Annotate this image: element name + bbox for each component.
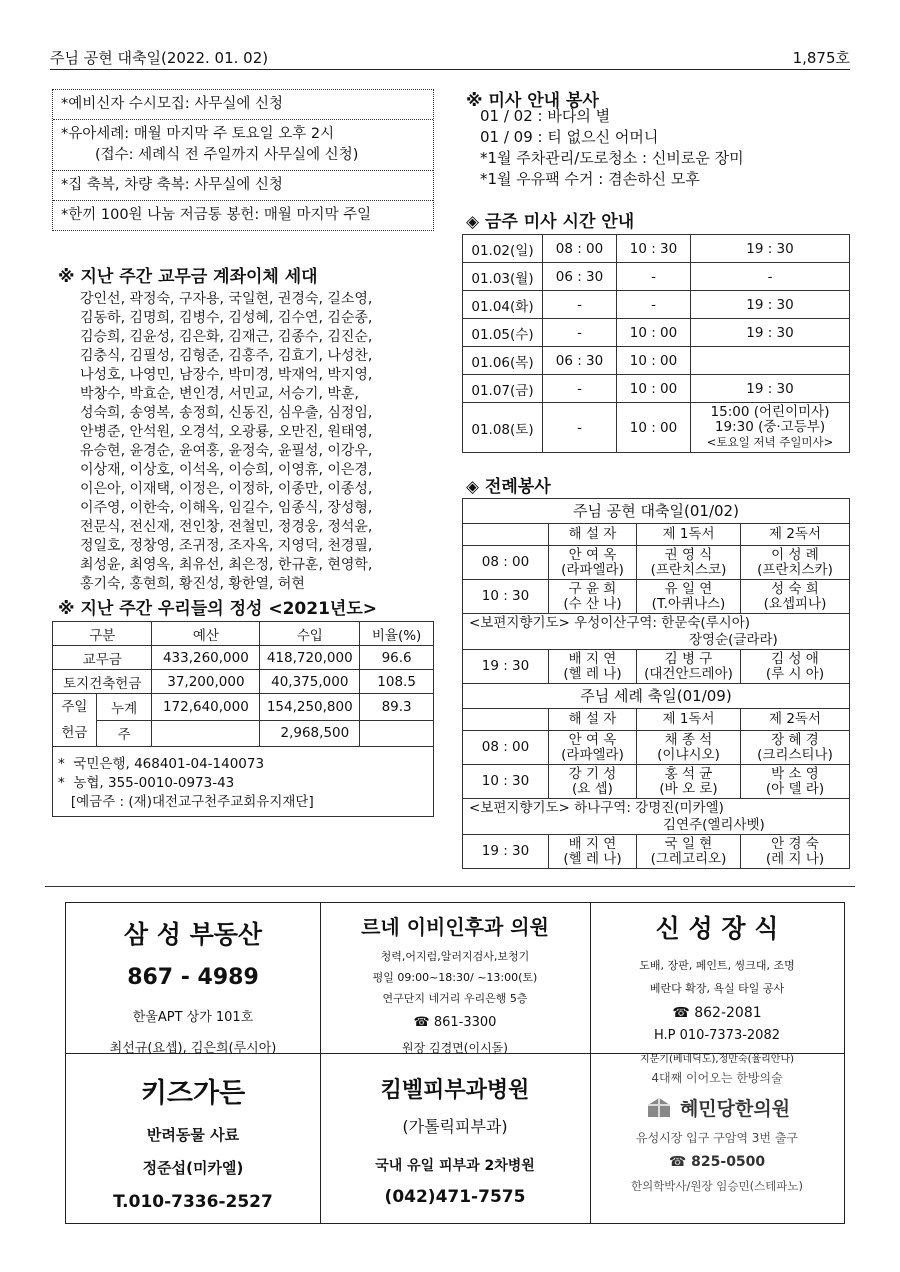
ad-person: 원장 김경면(이시돌) <box>402 1041 508 1055</box>
time-cell: - <box>617 263 691 291</box>
ad-name: 키즈가든 <box>140 1078 246 1109</box>
ad-name: 르네 이비인후과 의원 <box>361 915 549 939</box>
lit-person: 배 지 연 (헬 레 나) <box>549 650 637 684</box>
ad-name: 신 성 장 식 <box>655 914 779 943</box>
lit-time: 19 : 30 <box>463 835 549 869</box>
time-cell <box>691 347 850 375</box>
ad-address: 한울APT 상가 101호 <box>132 1010 254 1025</box>
lit-person: 채 종 석 (이냐시오) <box>637 731 741 765</box>
sat-line: 15:00 (어린이미사) <box>710 404 830 420</box>
ads-box <box>65 902 845 1224</box>
liturgy-table <box>462 498 850 869</box>
time-cell: 01.02(일) <box>463 235 543 263</box>
lit-person: 강 기 성 (요 셉) <box>549 765 637 799</box>
divider <box>45 886 855 887</box>
transfer-title: ※ 지난 주간 교무금 계좌이체 세대 <box>58 267 318 287</box>
lit-person: 김 병 구 (대건안드레아) <box>637 650 741 684</box>
mass-service-info: 01 / 02 : 바다의 별 01 / 09 : 티 없으신 어머니 *1월 주차관리/도로청소 : 신비로운 장미 *1월 우유팩 수거 : 겸손하신 모후 <box>480 107 744 188</box>
mass-service-title: ※ 미사 안내 봉사 <box>466 91 599 111</box>
lit-person: 성 숙 희 (요셉피나) <box>741 580 850 614</box>
ad-person: 한의학박사/원장 임승민(스테파노) <box>630 1179 804 1193</box>
ad-name: 킴벨피부과병원 <box>380 1078 530 1103</box>
ad-phone: ☎ 861-3300 <box>413 1015 497 1030</box>
ad-rene <box>320 911 590 1056</box>
ad-line: 평일 09:00~18:30/ ~13:00(토) <box>372 971 538 984</box>
time-cell: 10 : 00 <box>617 319 691 347</box>
lit-person: 김 성 애 (루 시 아) <box>741 650 850 684</box>
col-header: 제 2독서 <box>741 524 850 546</box>
ad-line: 연구단지 네거리 우리은행 5층 <box>382 992 528 1005</box>
ad-line: 베란다 확장, 욕실 타일 공사 <box>649 982 785 995</box>
ad-phone: T.010-7336-2527 <box>113 1192 273 1212</box>
mass-times-table <box>462 234 850 453</box>
time-cell: 19 : 30 <box>691 291 850 319</box>
lit-person: 권 영 식 (프란치스코) <box>637 546 741 580</box>
finance-header: 비율(%) <box>360 622 434 646</box>
ad-line: 유성시장 입구 구암역 3번 출구 <box>636 1131 798 1145</box>
time-cell: 10 : 00 <box>617 375 691 403</box>
lit-time: 08 : 00 <box>463 546 549 580</box>
notice-item <box>53 120 433 171</box>
time-cell: 01.03(월) <box>463 263 543 291</box>
time-cell: - <box>543 403 617 453</box>
time-cell: 19 : 30 <box>691 235 850 263</box>
finance-cell: 2,968,500 <box>260 720 360 747</box>
time-cell: - <box>543 375 617 403</box>
time-cell: 19 : 30 <box>691 319 850 347</box>
time-cell: 01.06(목) <box>463 347 543 375</box>
finance-cell: 누계 <box>96 694 152 721</box>
ad-phone: ☎ 825-0500 <box>668 1154 766 1170</box>
issue-number: 1,875호 <box>792 49 850 67</box>
lit-person: 안 경 숙 (레 지 나) <box>741 835 850 869</box>
finance-title: ※ 지난 주간 우리들의 정성 <2021년도> <box>58 599 377 619</box>
ad-kimbell <box>320 1073 590 1207</box>
sat-line: 19:30 (중·고등부) <box>714 419 826 435</box>
blank-cell <box>463 524 549 546</box>
ad-mobile: H.P 010-7373-2082 <box>653 1028 780 1043</box>
time-cell: 01.08(토) <box>463 403 543 453</box>
medicine-bundle-icon <box>644 1095 674 1121</box>
col-header: 제 2독서 <box>741 709 850 731</box>
notice-item: *집 축복, 차량 축복: 사무실에 신청 <box>53 171 433 201</box>
ad-people: 최선규(요셉), 김은희(루시아) <box>109 1041 277 1056</box>
ad-line: 청력,어지럼,알러지검사,보청기 <box>380 950 530 963</box>
ad-line: 반려동물 사료 <box>146 1126 240 1144</box>
finance-cell: 418,720,000 <box>260 646 360 670</box>
col-header: 제 1독서 <box>637 524 741 546</box>
lit-person: 국 일 현 (그레고리오) <box>637 835 741 869</box>
time-cell: 10 : 30 <box>617 235 691 263</box>
time-cell: 10 : 00 <box>617 347 691 375</box>
time-cell: 06 : 30 <box>543 347 617 375</box>
notice-box <box>52 89 434 231</box>
saturday-evening-cell <box>691 403 850 453</box>
finance-cell: 토지건축헌금 <box>53 670 152 694</box>
time-cell: - <box>543 291 617 319</box>
time-cell: - <box>691 263 850 291</box>
liturgy-title: ◈ 전례봉사 <box>466 477 551 497</box>
ad-people: 지문기(베네딕도),정만숙(율리안나) <box>639 1054 795 1065</box>
finance-cell: 40,375,000 <box>260 670 360 694</box>
lit-person: 구 윤 희 (수 산 나) <box>549 580 637 614</box>
col-header: 해 설 자 <box>549 524 637 546</box>
time-cell: 01.05(수) <box>463 319 543 347</box>
lit-person: 안 여 옥 (라파엘라) <box>549 546 637 580</box>
ad-line: 정준섭(미카엘) <box>142 1159 244 1177</box>
finance-header: 예산 <box>152 622 260 646</box>
ad-line: (가톨릭피부과) <box>402 1117 508 1136</box>
finance-cell: 96.6 <box>360 646 434 670</box>
lit-time: 10 : 30 <box>463 765 549 799</box>
ad-line: 도배, 장판, 페인트, 씽크대, 조명 <box>639 959 795 972</box>
mass-times-title: ◈ 금주 미사 시간 안내 <box>466 212 635 232</box>
time-cell: 08 : 00 <box>543 235 617 263</box>
lit-person: 장 혜 경 (크리스티나) <box>741 731 850 765</box>
ad-sinsung <box>590 909 844 1065</box>
ad-line: 국내 유일 피부과 2차병원 <box>375 1158 535 1174</box>
time-cell: - <box>543 319 617 347</box>
lit-time: 08 : 00 <box>463 731 549 765</box>
finance-cell: 154,250,800 <box>260 694 360 721</box>
transfer-names: 강인선, 곽정숙, 구자용, 국일현, 권경숙, 길소영, 김동하, 김명희, 김병수, 김성혜, 김수연, 김순종, 김승희, 김윤성, 김은화, 김재근, 김종수, 김진순, 김충식, 김필성, 김형준, 김홍주, 김효기, 나성찬, 나성호, 나영민, 남장수, 박미경, 박재억, 박지영, 박창수, 박효순, 변인경, 서민교, 서승기, 박훈, 성숙희, 송영복, 송정희, 신동진, 심우출, 심정임, 안병준, 안석원, 오경석, 오광룡, 오만진, 원태영, 유승현, 윤경순, 윤여홍, 윤정숙, 윤필성, 이강우, 이상재, 이상호, 이석옥, 이승희, 이영휴, 이은경, 이은아, 이재택, 이정은, 이정하, 이종만, 이종성, 이주영, 이한숙, 이해옥, 임길수, 임종식, 장성형, 전문식, 전신재, 전인창, 전철민, 정경웅, 정석윤, 정일호, 정창영, 조귀정, 조자옥, 지영덕, 천경필, 최성윤, 최영옥, 최유선, 최은정, 한규훈, 현영학, 홍기숙, 홍현희, 황진성, 황한열, 허현 <box>80 291 373 592</box>
ad-phone: ☎ 862-2081 <box>672 1005 762 1021</box>
page-header <box>50 44 850 70</box>
lit-time: 19 : 30 <box>463 650 549 684</box>
finance-cell: 37,200,000 <box>152 670 260 694</box>
finance-group-label: 주일 헌금 <box>53 694 97 747</box>
lit-person: 홍 석 균 (바 오 로) <box>637 765 741 799</box>
finance-cell: 108.5 <box>360 670 434 694</box>
finance-cell: 433,260,000 <box>152 646 260 670</box>
time-cell: 10 : 00 <box>617 403 691 453</box>
time-cell: 01.07(금) <box>463 375 543 403</box>
ad-line: 4대째 이어오는 한방의술 <box>651 1071 783 1085</box>
ad-name: 혜민당한의원 <box>679 1098 791 1120</box>
ad-samsung <box>66 915 320 1056</box>
ad-hyeminang <box>590 1069 844 1194</box>
bank-accounts: * 국민은행, 468401-04-140073 * 농협, 355-0010-0973-43 [예금주 : (재)대전교구천주교회유지재단] <box>58 756 314 810</box>
time-cell: 06 : 30 <box>543 263 617 291</box>
lit-person: 안 여 옥 (라파엘라) <box>549 731 637 765</box>
finance-cell: 주 <box>96 720 152 747</box>
lit-person: 박 소 영 (아 델 라) <box>741 765 850 799</box>
ad-name-row <box>590 1094 844 1121</box>
finance-cell: 172,640,000 <box>152 694 260 721</box>
ad-kidsgarden <box>66 1071 320 1212</box>
week2-title: 주님 세례 축일(01/09) <box>463 684 850 709</box>
finance-header: 구분 <box>53 622 152 646</box>
ad-name: 삼 성 부동산 <box>123 920 263 949</box>
col-header: 해 설 자 <box>549 709 637 731</box>
time-cell: 01.04(화) <box>463 291 543 319</box>
notice-line: *유아세례: 매월 마지막 주 토요일 오후 2시 <box>61 126 335 142</box>
lit-person: 유 일 연 (T.아퀴나스) <box>637 580 741 614</box>
finance-cell: 89.3 <box>360 694 434 721</box>
prayer-row: <보편지향기도> 우성이산구역: 한문숙(루시아) 장영순(글라라) <box>463 614 850 650</box>
lit-person: 배 지 연 (헬 레 나) <box>549 835 637 869</box>
lit-time: 10 : 30 <box>463 580 549 614</box>
ad-phone: 867 - 4989 <box>127 965 259 990</box>
week1-title: 주님 공현 대축일(01/02) <box>463 499 850 524</box>
ad-phone: (042)471-7575 <box>384 1187 526 1207</box>
time-cell: 19 : 30 <box>691 375 850 403</box>
lit-person: 이 성 례 (프란치스카) <box>741 546 850 580</box>
finance-header: 수입 <box>260 622 360 646</box>
finance-cell: 교무금 <box>53 646 152 670</box>
notice-item: *한끼 100원 나눔 저금통 봉헌: 매월 마지막 주일 <box>61 207 372 223</box>
time-cell: - <box>617 291 691 319</box>
sat-line: <토요일 저녁 주일미사> <box>706 435 834 449</box>
prayer-row: <보편지향기도> 하나구역: 강명진(미카엘) 김연주(엘리사벳) <box>463 799 850 835</box>
notice-line: (접수: 세례식 전 주일까지 사무실에 신청) <box>95 147 359 163</box>
blank-cell <box>463 709 549 731</box>
notice-item: *예비신자 수시모집: 사무실에 신청 <box>53 90 433 120</box>
col-header: 제 1독서 <box>637 709 741 731</box>
issue-date: 주님 공현 대축일(2022. 01. 02) <box>50 49 269 67</box>
